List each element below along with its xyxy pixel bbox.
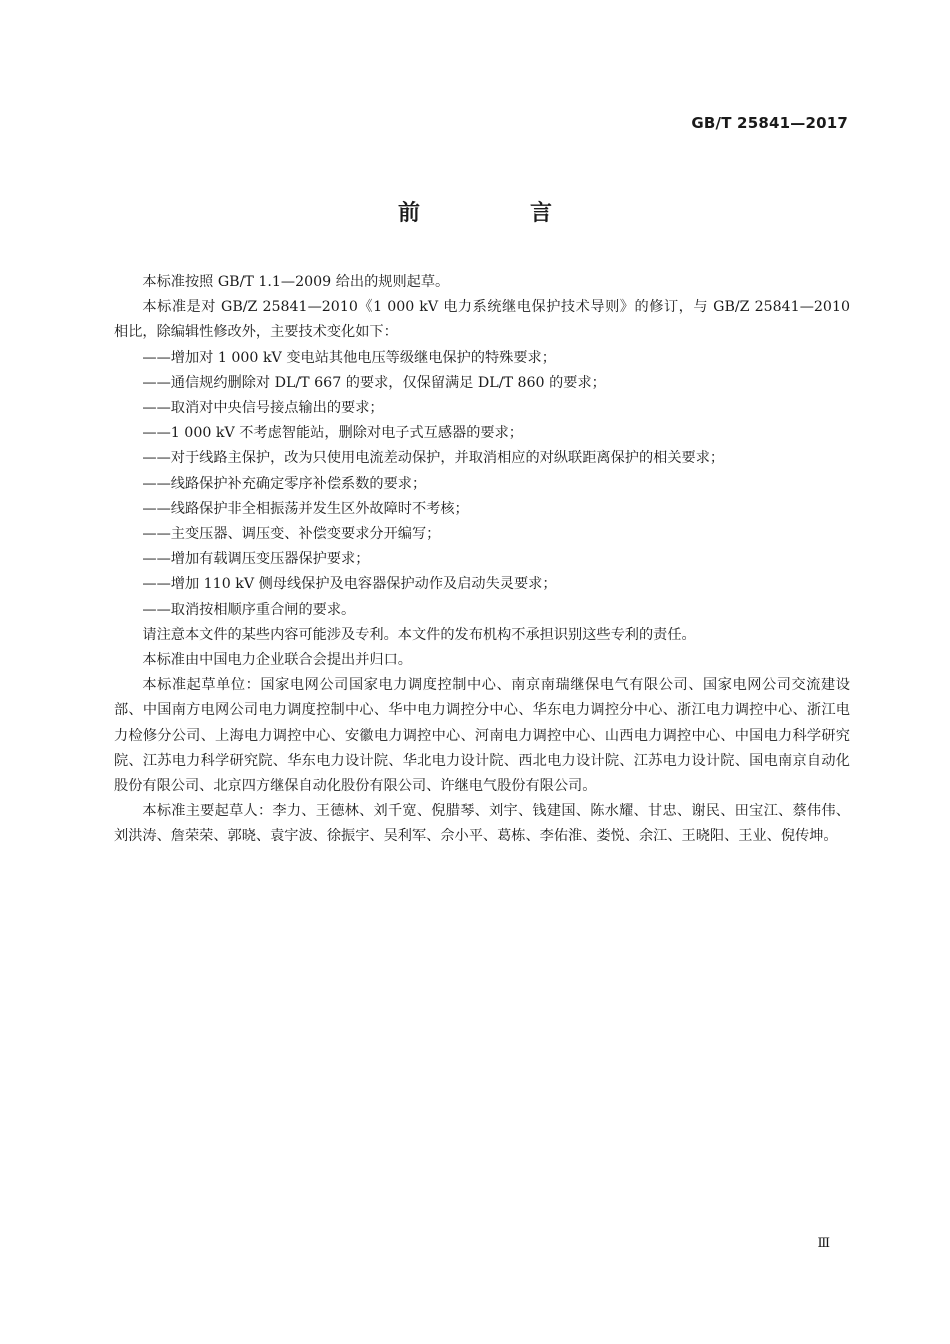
- change-item: ——1 000 kV 不考虑智能站，删除对电子式互感器的要求；: [142, 425, 523, 442]
- document-body: [114, 270, 850, 850]
- paragraph-drafting-rule: 本标准按照 GB/T 1.1—2009 给出的规则起草。: [142, 274, 450, 290]
- paragraph-proposer: 本标准由中国电力企业联合会提出并归口。: [142, 652, 412, 669]
- paragraph-patent-notice: 请注意本文件的某些内容可能涉及专利。本文件的发布机构不承担识别这些专利的责任。: [142, 626, 696, 643]
- change-item: ——取消对中央信号接点输出的要求；: [142, 400, 384, 417]
- change-item: ——主变压器、调压变、补偿变要求分开编写；: [142, 526, 441, 543]
- standard-code: GB/T 25841—2017: [691, 114, 848, 132]
- page-title: 前 言: [397, 201, 596, 226]
- change-item: ——对于线路主保护，改为只使用电流差动保护，并取消相应的对纵联距离保护的相关要求；: [142, 450, 725, 467]
- change-item: ——增加 110 kV 侧母线保护及电容器保护动作及启动失灵要求；: [142, 576, 557, 593]
- paragraph-drafters: 本标准主要起草人：李力、王德林、刘千宽、倪腊琴、刘宇、钱建国、陈水耀、甘忠、谢民、田宝江、蔡伟伟、刘洪涛、詹荣荣、郭晓、袁宇波、徐振宇、吴利军、佘小平、葛栋、李佑淮、娄悦、余江、王晓阳、王业、倪传坤。: [114, 803, 850, 845]
- page-number: Ⅲ: [817, 1236, 830, 1251]
- change-item: ——增加对 1 000 kV 变电站其他电压等级继电保护的特殊要求；: [142, 349, 556, 366]
- change-item: ——增加有载调压变压器保护要求；: [142, 551, 370, 568]
- paragraph-revision-intro: 本标准是对 GB/Z 25841—2010《1 000 kV 电力系统继电保护技术导则》的修订，与 GB/Z 25841—2010 相比，除编辑性修改外，主要技术变化如下：: [114, 299, 850, 341]
- paragraph-drafting-units: 本标准起草单位：国家电网公司国家电力调度控制中心、南京南瑞继保电气有限公司、国家电网公司交流建设部、中国南方电网公司电力调度控制中心、华中电力调控分中心、华东电力调控分中心、浙江电力调控中心、浙江电力检修分公司、上海电力调控中心、安徽电力调控中心、河南电力调控中心、山西电力调控中心、中国电力科学研究院、江苏电力科学研究院、华东电力设计院、华北电力设计院、西北电力设计院、江苏电力设计院、国电南京自动化股份有限公司、北京四方继保自动化股份有限公司、许继电气股份有限公司。: [114, 677, 850, 795]
- change-item: ——线路保护非全相振荡并发生区外故障时不考核；: [142, 500, 469, 517]
- change-item: ——取消按相顺序重合闸的要求。: [142, 601, 356, 618]
- change-item: ——线路保护补充确定零序补偿系数的要求；: [142, 475, 427, 492]
- change-item: ——通信规约删除对 DL/T 667 的要求，仅保留满足 DL/T 860 的要求；: [142, 374, 606, 391]
